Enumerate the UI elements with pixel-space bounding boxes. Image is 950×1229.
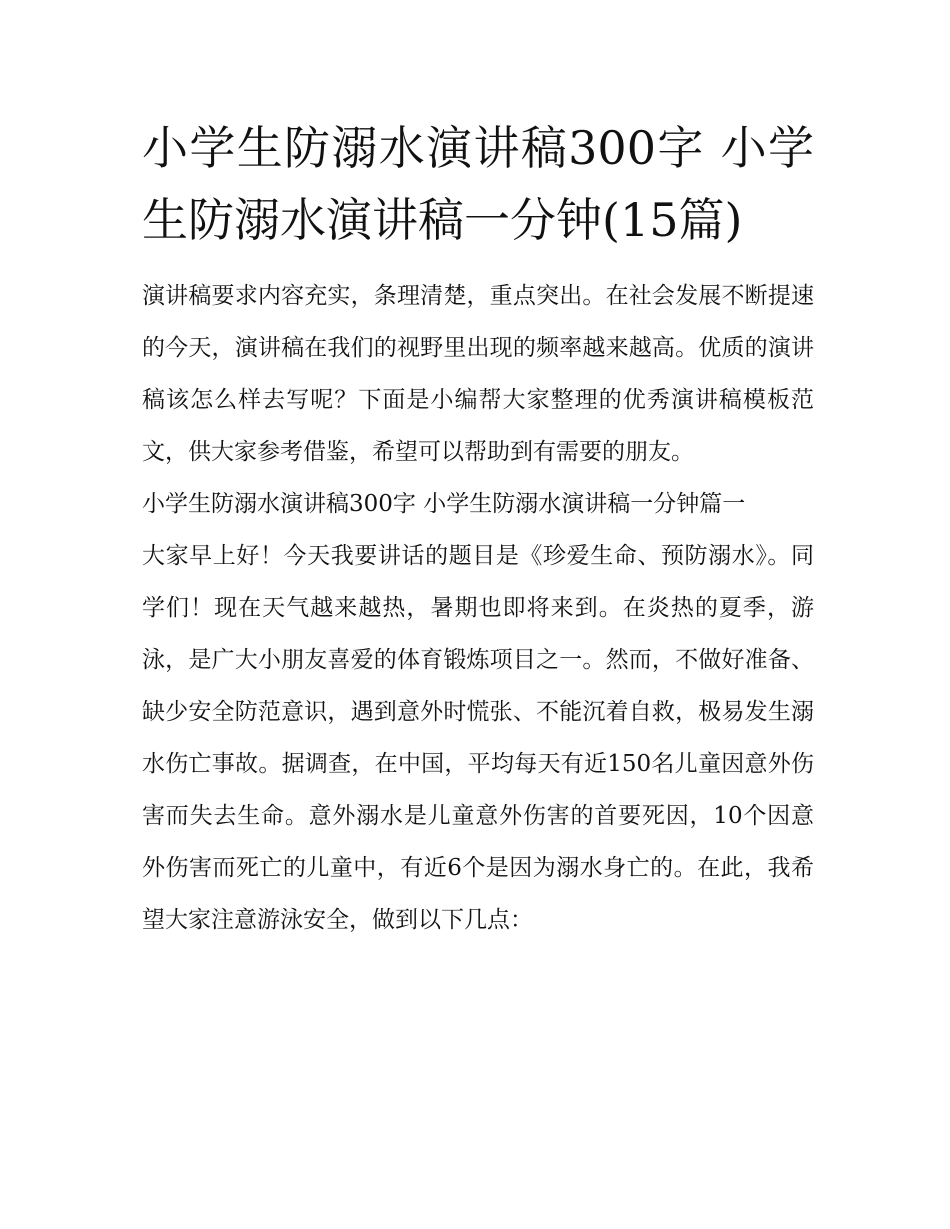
document-page	[142, 112, 814, 946]
body-paragraph: 大家早上好！今天我要讲话的题目是《珍爱生命、预防溺水》。同学们！现在天气越来越热，暑期也即将来到。在炎热的夏季，游泳，是广大小朋友喜爱的体育锻炼项目之一。然而，不做好准备、缺少安全防范意识，遇到意外时慌张、不能沉着自救，极易发生溺水伤亡事故。据调查，在中国，平均每天有近150名儿童因意外伤害而失去生命。意外溺水是儿童意外伤害的首要死因，10个因意外伤害而死亡的儿童中，有近6个是因为溺水身亡的。在此，我希望大家注意游泳安全，做到以下几点：	[142, 543, 814, 933]
intro-paragraph: 演讲稿要求内容充实，条理清楚，重点突出。在社会发展不断提速的今天，演讲稿在我们的视野里出现的频率越来越高。优质的演讲稿该怎么样去写呢？下面是小编帮大家整理的优秀演讲稿模板范文，供大家参考借鉴，希望可以帮助到有需要的朋友。	[142, 283, 814, 465]
document-title: 小学生防溺水演讲稿300字 小学生防溺水演讲稿一分钟(15篇)	[142, 121, 815, 247]
section-heading: 小学生防溺水演讲稿300字 小学生防溺水演讲稿一分钟篇一	[142, 491, 746, 517]
